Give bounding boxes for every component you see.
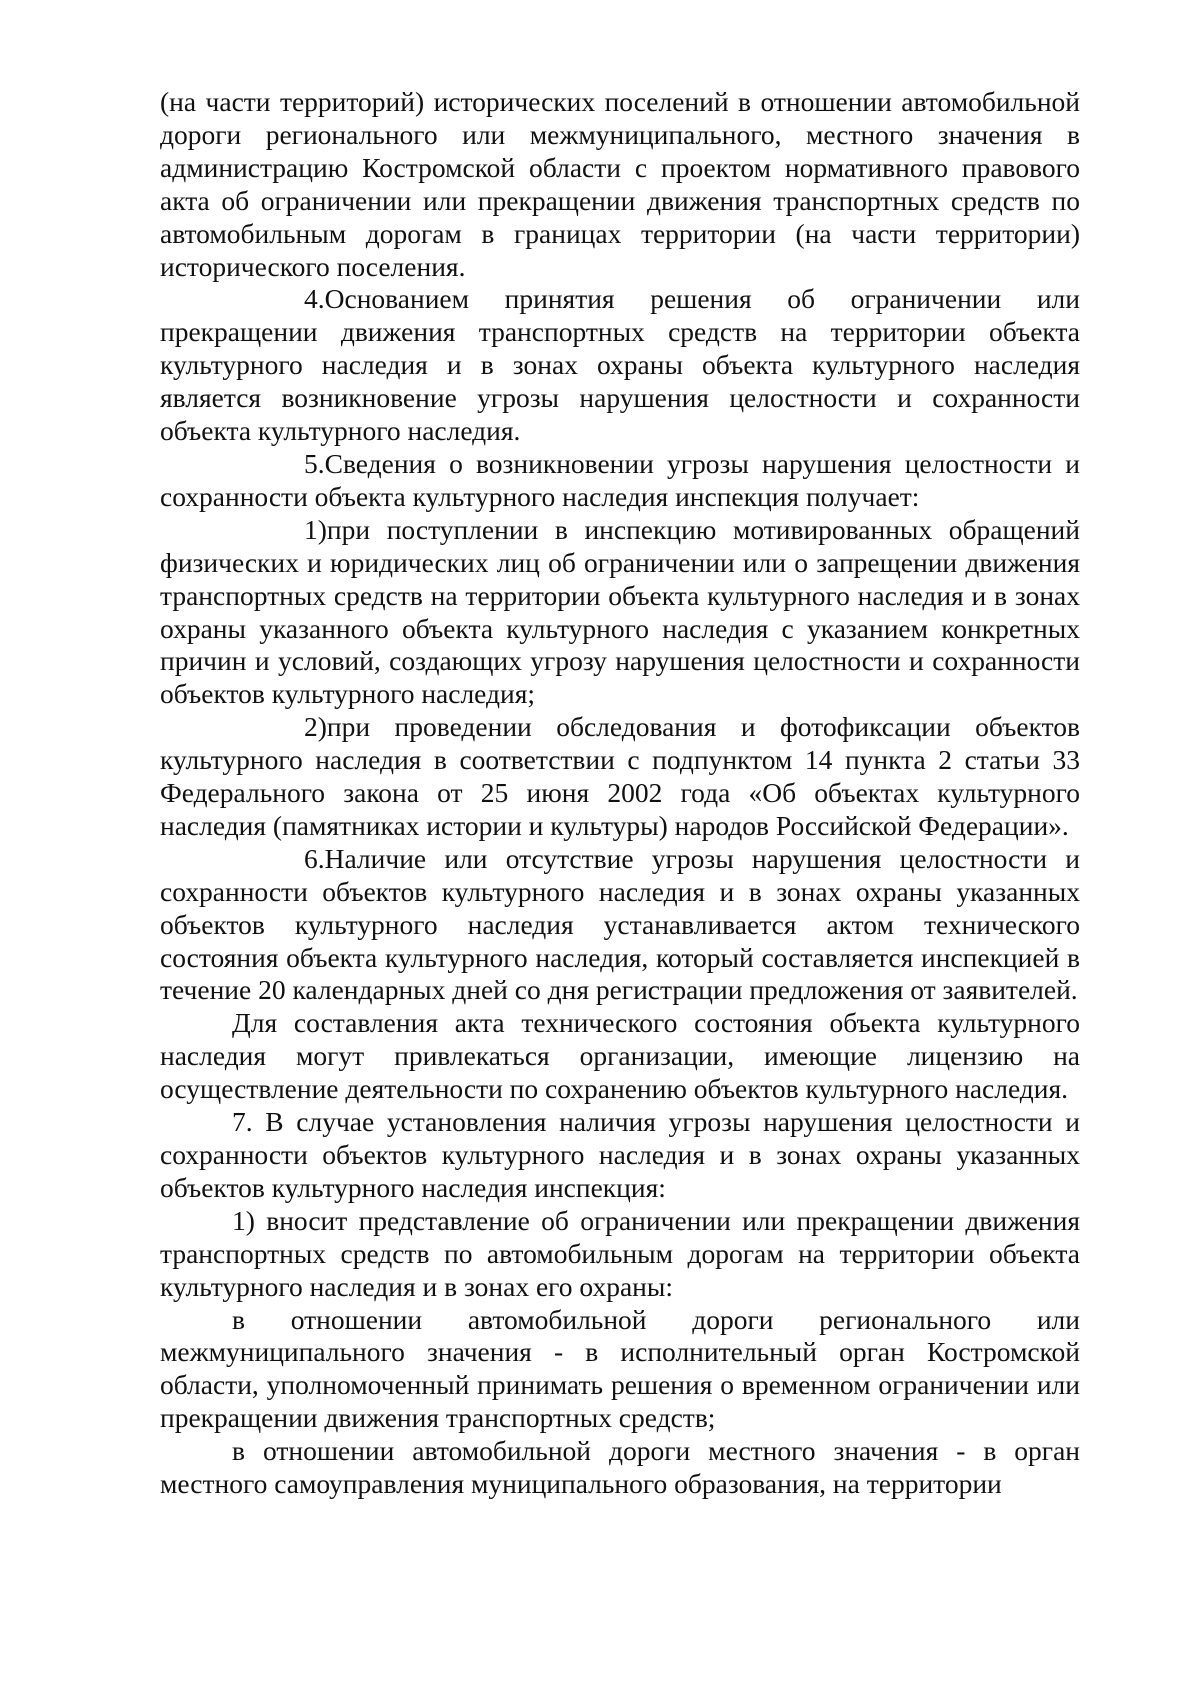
item-number: 6. [304,842,325,874]
paragraph-regional-road: в отношении автомобильной дороги регионального или межмуниципального значения - в исполнительный орган Костромской области, уполномоченный принимать решения о временном ограничении или прекращении движения транспортных средств; [160,1303,1080,1434]
paragraph-local-road: в отношении автомобильной дороги местного значения - в орган местного самоуправления муниципального образования, на территории [160,1435,1080,1500]
paragraph-text: при проведении обследования и фотофиксации объектов культурного наследия в соответствии с подпунктом 14 пункта 2 статьи 33 Федерального закона от 25 июня 2002 года «Об объектах культурного наследия (памятниках истории и культуры) народов Российской Федерации». [160,711,1080,841]
paragraph-text: при поступлении в инспекцию мотивированных обращений физических и юридических лиц об ограничении или о запрещении движения транспортных средств на территории объекта культурного наследия и в зонах охраны указанного объекта культурного наследия с указанием конкретных причин и условий, создающих угрозу нарушения целостности и сохранности объектов культурного наследия; [160,513,1080,710]
paragraph-subitem-2 [160,711,1080,843]
paragraph-subitem-7-1: 1) вносит представление об ограничении или прекращении движения транспортных средств по автомобильным дорогам на территории объекта культурного наследия и в зонах его охраны: [160,1204,1080,1302]
paragraph-text: Наличие или отсутствие угрозы нарушения целостности и сохранности объектов культурного наследия и в зонах охраны указанных объектов культурного наследия устанавливается актом технического состояния объекта культурного наследия, который составляется инспекцией в течение 20 календарных дней со дня регистрации предложения от заявителей. [160,842,1080,1006]
paragraph-item-7: 7. В случае установления наличия угрозы нарушения целостности и сохранности объектов культурного наследия и в зонах охраны указанных объектов культурного наследия инспекция: [160,1106,1080,1203]
document-page [160,86,1080,1501]
paragraph-act-organizations: Для составления акта технического состояния объекта культурного наследия могут привлекаться организации, имеющие лицензию на осуществление деятельности по сохранению объектов культурного наследия. [160,1007,1080,1105]
item-number: 2) [304,711,327,743]
paragraph-item-6 [160,843,1080,1008]
item-number: 1) [304,513,327,545]
item-number: 5. [304,447,325,479]
paragraph-item-4 [160,283,1080,448]
paragraph-subitem-1 [160,514,1080,711]
item-number: 4. [304,283,325,315]
paragraph-text: Сведения о возникновении угрозы нарушения целостности и сохранности объекта культурного наследия инспекция получает: [160,447,1080,512]
paragraph-text: Основанием принятия решения об ограничении или прекращении движения транспортных средств на территории объекта культурного наследия и в зонах охраны объекта культурного наследия является возникновение угрозы нарушения целостности и сохранности объекта культурного наследия. [160,283,1080,447]
paragraph-continuation: (на части территорий) исторических поселений в отношении автомобильной дороги регионального или межмуниципального, местного значения в администрацию Костромской области с проектом нормативного правового акта об ограничении или прекращении движения транспортных средств по автомобильным дорогам в границах территории (на части территории) исторического поселения. [160,86,1080,282]
paragraph-item-5 [160,448,1080,514]
